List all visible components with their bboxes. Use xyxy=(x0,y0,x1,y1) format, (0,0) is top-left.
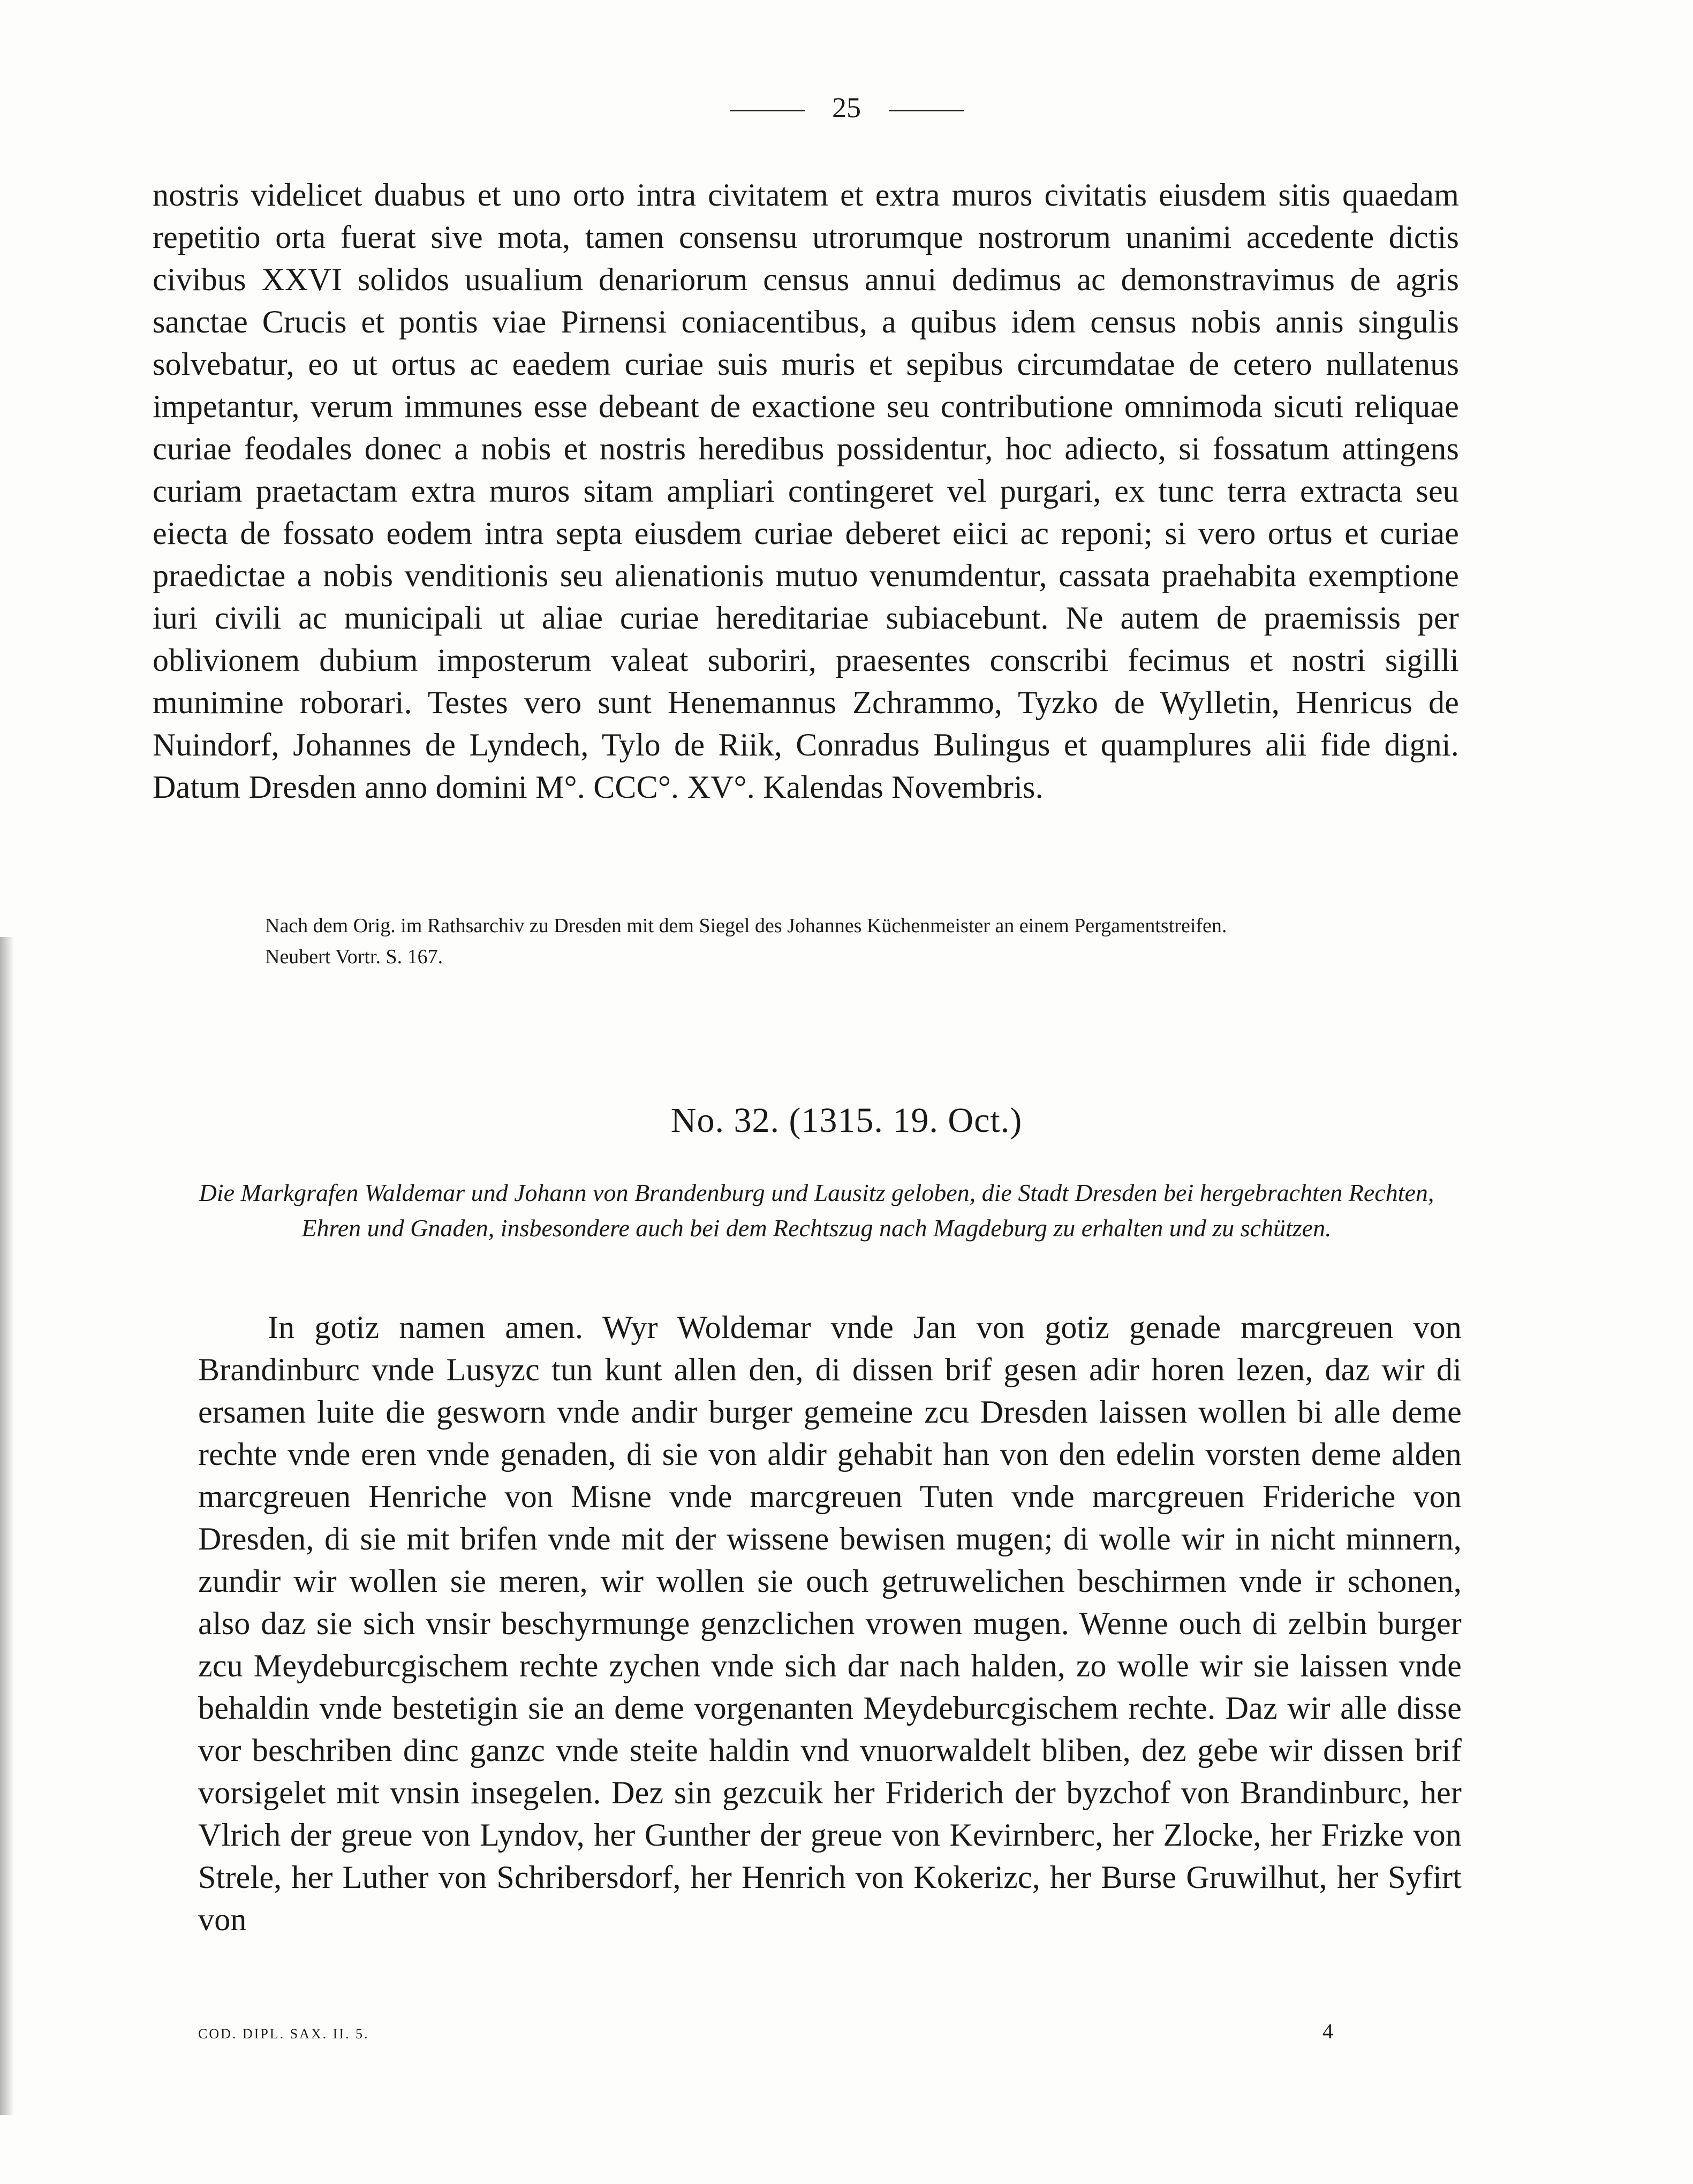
source-note-archive: Nach dem Orig. im Rathsarchiv zu Dresden mit dem Siegel des Johannes Küchenmeister an einem Pergamentstreifen. xyxy=(265,915,1227,937)
regest-block xyxy=(193,1175,1440,1246)
continuation-text: nostris videlicet duabus et uno orto intra civitatem et extra muros civitatis eiusdem sitis quaedam repetitio orta fuerat sive mota, tamen consensu utrorumque nostrorum unanimi accedente dictis civibus XXVI solidos usualium denariorum census annui dedimus ac demonstravimus de agris sanctae Crucis et pontis viae Pirnensi coniacentibus, a quibus idem census nobis annis singulis solvebatur, eo ut ortus ac eaedem curiae suis muris et sepibus circumdatae de cetero nullatenus impetantur, verum immunes esse debeant de exactione seu contributione omnimoda sicuti reliquae curiae feodales donec a nobis et nostris heredibus possidentur, hoc adiecto, si fossatum attingens curiam praetactam extra muros sitam ampliari contingeret vel purgari, ex tunc terra extracta seu eiecta de fossato eodem intra septa eiusdem curiae deberet eiici ac reponi; si vero ortus et curiae praedictae a nobis venditionis seu alienationis mutuo venumdentur, cassata praehabita exemptione iuri civili ac municipali ut aliae curiae hereditariae subiacebunt. Ne autem de praemissis per oblivionem dubium imposterum valeat suboriri, praesentes conscribi fecimus et nostri sigilli munimine roborari. Testes vero sunt Henemannus Zchrammo, Tyzko de Wylletin, Henricus de Nuindorf, Johannes de Lyndech, Tylo de Riik, Conradus Bulingus et quamplures alii fide digni. Datum Dresden anno domini M°. CCC°. XV°. Kalendas Novembris. xyxy=(153,177,1459,805)
signature-mark: COD. DIPL. SAX. II. 5. xyxy=(198,2026,369,2042)
continuation-block xyxy=(153,174,1459,808)
source-note-literature: Neubert Vortr. S. 167. xyxy=(265,946,443,968)
folio-number: 4 xyxy=(1322,2019,1333,2043)
header-rule-right xyxy=(889,110,964,111)
document-heading: No. 32. (1315. 19. Oct.) xyxy=(670,1101,1023,1140)
page-number: 25 xyxy=(832,92,861,124)
charter-block xyxy=(198,1306,1462,1941)
page-header xyxy=(0,91,1693,124)
source-notes xyxy=(153,910,1459,972)
regest-text: Die Markgrafen Waldemar und Johann von Brandenburg und Lausitz geloben, die Stadt Dresden bei hergebrachten Rechten, Ehren und Gnaden, insbesondere auch bei dem Rechtszug nach Magdeburg zu erhalten und zu schützen. xyxy=(199,1179,1434,1242)
page-footer xyxy=(198,2019,1333,2044)
header-rule-left xyxy=(730,110,805,111)
charter-text: In gotiz namen amen. Wyr Woldemar vnde Jan von gotiz genade marcgreuen von Brandinburc vnde Lusyzc tun kunt allen den, di dissen brif gesen adir horen lezen, daz wir di ersamen luite die gesworn vnde andir burger gemeine zcu Dresden laissen wollen bi alle deme rechte vnde eren vnde genaden, di sie von aldir gehabit han von den edelin vorsten deme alden marcgreuen Henriche von Misne vnde marcgreuen Tuten vnde marcgreuen Frideriche von Dresden, di sie mit brifen vnde mit der wissene bewisen mugen; di wolle wir in nicht minnern, zundir wir wollen sie meren, wir wollen sie ouch getruwelichen beschirmen vnde ir schonen, also daz sie sich vnsir beschyrmunge genzclichen vrowen mugen. Wenne ouch di zelbin burger zcu Meydeburcgischem rechte zychen vnde sich dar nach halden, zo wolle wir sie laissen vnde behaldin vnde bestetigin sie an deme vorgenanten Meydeburcgischem rechte. Daz wir alle disse vor beschriben dinc ganzc vnde steite haldin vnd vnuorwaldelt bliben, dez gebe wir dissen brif vorsigelet mit vnsin insegelen. Dez sin gezcuik her Friderich der byzchof von Brandinburc, her Vlrich der greue von Lyndov, her Gunther der greue von Kevirnberc, her Zlocke, her Frizke von Strele, her Luther von Schribersdorf, her Henrich von Kokerizc, her Burse Gruwilhut, her Syfirt von xyxy=(198,1310,1462,1937)
